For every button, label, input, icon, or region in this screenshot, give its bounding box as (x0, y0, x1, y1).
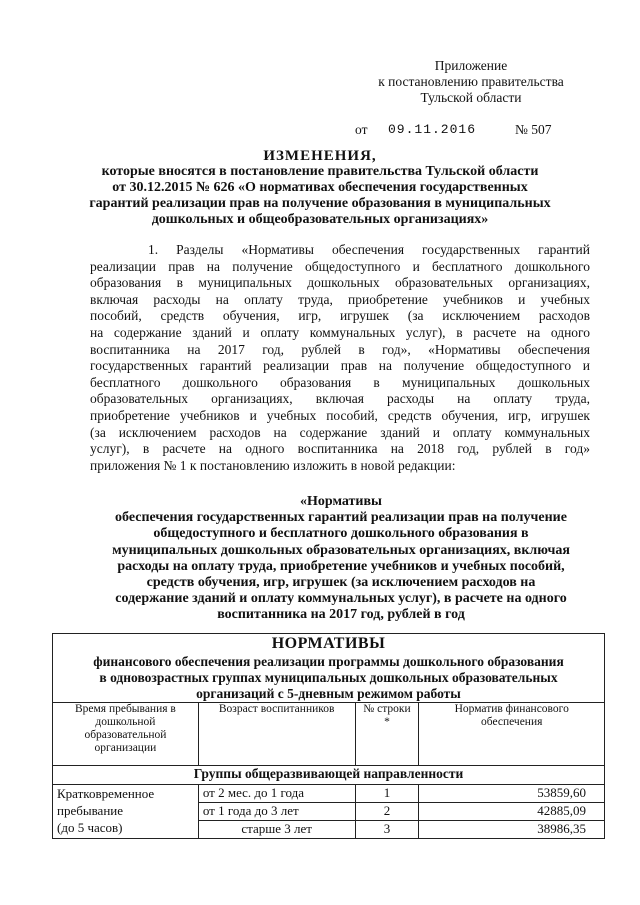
title-main: ИЗМЕНЕНИЯ, (263, 148, 377, 164)
norms-heading-line: расходы на оплату труда, приобретение учебников и учебных пособий, (117, 558, 565, 574)
norms-heading (86, 494, 596, 624)
body-line: бесплатного дошкольного образования в муниципальных дошкольных (90, 374, 590, 390)
body-paragraph (90, 242, 590, 474)
table-subtitle-line: в одновозрастных группах муниципальных дошкольных образовательных (99, 670, 558, 685)
body-line: приложения № 1 к постановлению изложить в новой редакции: (90, 457, 456, 473)
header-age: Возраст воспитанников (198, 703, 355, 766)
norms-heading-line: воспитанника на 2017 год, рублей в год (217, 607, 465, 623)
header-time: Время пребывания в дошкольной образовательной организации (53, 703, 199, 766)
norms-heading-line: средств обучения, игр, игрушек (за исключением расходов на (146, 575, 536, 591)
date-from-label: от (355, 122, 368, 137)
header-norm: Норматив финансового обеспечения (419, 703, 605, 766)
age-cell: от 2 мес. до 1 года (198, 785, 355, 803)
title-line: от 30.12.2015 № 626 «О нормативах обеспечения государственных (112, 180, 528, 195)
appendix-block (360, 58, 582, 106)
header-row-number: № строки * (355, 703, 419, 766)
table-title-cell (53, 634, 605, 703)
norms-heading-line: обеспечения государственных гарантий реализации прав на получение (115, 510, 567, 526)
table-header-row (53, 703, 605, 766)
body-line: государственных гарантий реализации прав на получение общедоступного и (90, 358, 590, 374)
table-title: НОРМАТИВЫ (271, 635, 386, 652)
body-line: образовательных организациях, включая расходы на оплату труда, (90, 391, 590, 407)
row-number-cell: 1 (355, 785, 419, 803)
table-subtitle-line: финансового обеспечения реализации программы дошкольного образования (93, 654, 564, 669)
body-line: приобретение учебников и учебных пособий, средств обучения, игр, игрушек (90, 407, 590, 423)
appendix-line: к постановлению правительства (378, 74, 564, 89)
norms-heading-line: «Нормативы (300, 494, 382, 509)
age-cell: старше 3 лет (198, 821, 355, 839)
row-number-cell: 2 (355, 803, 419, 821)
time-line: пребывание (57, 803, 123, 818)
body-line: образования в муниципальных дошкольных образовательных организациях, (90, 275, 590, 291)
norm-value-cell: 42885,09 (419, 803, 605, 821)
appendix-line: Приложение (434, 58, 508, 73)
table-title-row (53, 634, 605, 703)
body-line: (за исключением расходов на содержание зданий и оплату коммунальных (90, 424, 590, 440)
table-row (53, 785, 605, 803)
group-label: Группы общеразвивающей направленности (53, 766, 605, 785)
table-subtitle-line: организаций с 5-дневным режимом работы (196, 686, 461, 701)
resolution-number: № 507 (515, 122, 552, 137)
table-group-row (53, 766, 605, 785)
body-line: реализации прав на получение общедоступного и бесплатного дошкольного (90, 258, 590, 274)
appendix-line: Тульской области (420, 90, 522, 105)
time-cell (53, 785, 199, 839)
row-number-cell: 3 (355, 821, 419, 839)
time-line: Кратковременное (57, 786, 155, 801)
body-line: 1. Разделы «Нормативы обеспечения государственных гарантий (148, 242, 590, 257)
resolution-date: 09.11.2016 (388, 122, 477, 137)
age-cell: от 1 года до 3 лет (198, 803, 355, 821)
body-line: включая расходы на оплату труда, приобретение учебников и учебных (90, 291, 590, 307)
norms-heading-line: муниципальных дошкольных образовательных организациях, включая (112, 542, 570, 558)
title-line: дошкольных и общеобразовательных организациях» (151, 212, 489, 227)
norms-table (52, 633, 605, 839)
body-line: на содержание зданий и оплату коммунальных услуг), в расчете на одного (90, 324, 590, 340)
time-line: (до 5 часов) (57, 820, 123, 835)
title-line: гарантий реализации прав на получение образования в муниципальных (89, 196, 551, 211)
title-line: которые вносятся в постановление правительства Тульской области (101, 164, 539, 179)
norm-value-cell: 38986,35 (419, 821, 605, 839)
document-title (85, 148, 555, 228)
norms-heading-line: содержание зданий и оплату коммунальных услуг), в расчете на одного (115, 591, 567, 607)
body-line: услуг), в расчете на одного воспитанника на 2018 год, рублей в год» (90, 441, 590, 457)
norm-value-cell: 53859,60 (419, 785, 605, 803)
norms-heading-line: общедоступного и бесплатного дошкольного образования в (153, 526, 529, 542)
body-line: воспитанника на 2017 год, рублей в год», «Нормативы обеспечения (90, 341, 590, 357)
body-line: пособий, средств обучения, игр, игрушек (за исключением расходов (90, 308, 590, 324)
